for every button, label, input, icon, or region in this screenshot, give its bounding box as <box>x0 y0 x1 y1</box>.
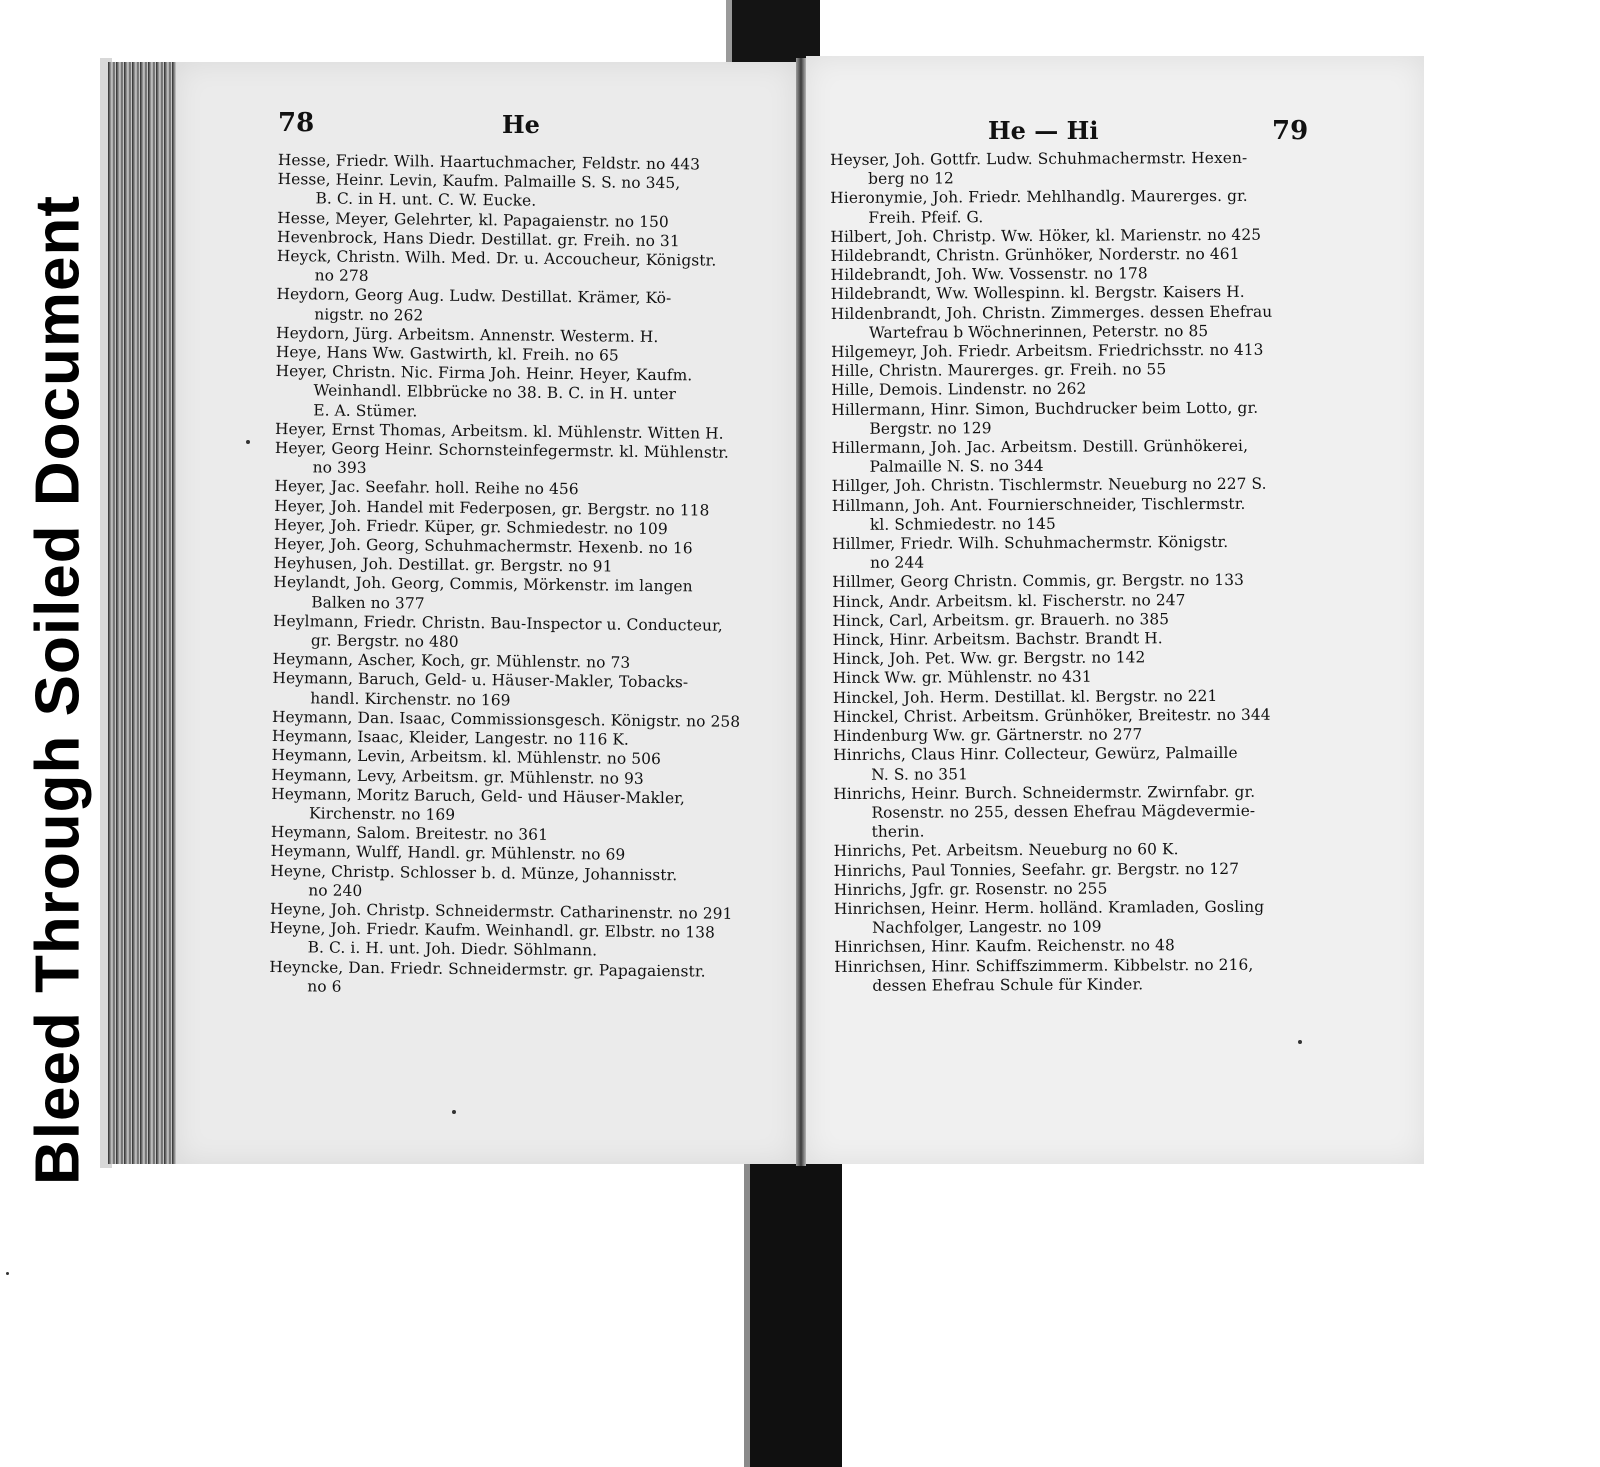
entry-continuation-line: E. A. Stümer. <box>313 401 418 421</box>
directory-entry: Hinrichs, Jgfr. gr. Rosenstr. no 255 <box>833 879 1108 899</box>
directory-entry: Heymann, Levy, Arbeitsm. gr. Mühlenstr. no 93 <box>271 765 644 788</box>
entry-continuation-line: Bergstr. no 129 <box>869 419 992 438</box>
directory-entry: Hinck, Andr. Arbeitsm. kl. Fischerstr. no 247 <box>832 590 1186 611</box>
directory-entry: Hinrichs, Heinr. Burch. Schneidermstr. Zwirnfabr. gr. <box>833 782 1256 803</box>
directory-entry: Heyncke, Dan. Friedr. Schneidermstr. gr. Papagaienstr. <box>269 957 706 981</box>
directory-entry: Heye, Hans Ww. Gastwirth, kl. Freih. no 65 <box>275 343 619 365</box>
directory-entry: Hillmer, Georg Christn. Commis, gr. Bergstr. no 133 <box>832 571 1245 592</box>
entry-continuation-line: no 393 <box>312 458 367 478</box>
entry-continuation-line: no 6 <box>307 977 342 996</box>
entry-continuation-line: no 240 <box>308 881 363 900</box>
directory-entry: Hesse, Meyer, Gelehrter, kl. Papagaienstr. no 150 <box>277 208 669 231</box>
entry-continuation-line: nigstr. no 262 <box>314 305 424 325</box>
right-page-entries <box>830 148 1346 996</box>
entry-continuation-line: Rosenstr. no 255, dessen Ehefrau Mägdevermie- <box>871 801 1256 822</box>
directory-entry: Hildenbrandt, Joh. Christn. Zimmerges. dessen Ehefrau <box>830 302 1273 323</box>
directory-entry: Hinck Ww. gr. Mühlenstr. no 431 <box>832 668 1092 688</box>
directory-entry: Heymann, Wulff, Handl. gr. Mühlenstr. no 69 <box>270 842 626 864</box>
directory-entry: Heylmann, Friedr. Christn. Bau-Inspector u. Conducteur, <box>272 611 723 635</box>
directory-entry: Heyne, Joh. Christp. Schneidermstr. Catharinenstr. no 291 <box>269 899 733 923</box>
entry-continuation-line: Weinhandl. Elbbrücke no 38. B. C. in H. unter <box>313 381 677 404</box>
binding-strip-top <box>732 0 820 62</box>
directory-entry: Heymann, Isaac, Kleider, Langestr. no 116 K. <box>271 727 630 749</box>
directory-entry: Hinrichs, Paul Tonnies, Seefahr. gr. Bergstr. no 127 <box>833 859 1240 880</box>
directory-entry: Hildebrandt, Christn. Grünhöker, Norderstr. no 461 <box>830 244 1240 266</box>
directory-entry: Hillermann, Joh. Jac. Arbeitsm. Destill. Grünhökerei, <box>831 436 1249 458</box>
entry-continuation-line: handl. Kirchenstr. no 169 <box>310 689 511 710</box>
directory-entry: Hillermann, Hinr. Simon, Buchdrucker beim Lotto, gr. <box>831 398 1259 419</box>
directory-entry: Heyer, Jac. Seefahr. holl. Reihe no 456 <box>274 477 579 499</box>
directory-entry: Heymann, Salom. Breitestr. no 361 <box>270 823 549 844</box>
speck-mark <box>1298 1040 1302 1044</box>
directory-entry: Heylandt, Joh. Georg, Commis, Mörkenstr. im langen <box>273 573 693 596</box>
directory-entry: Hillger, Joh. Christn. Tischlermstr. Neueburg no 227 S. <box>831 475 1267 496</box>
directory-entry: Heyer, Georg Heinr. Schornsteinfegermstr. kl. Mühlenstr. <box>274 439 730 462</box>
directory-entry: Heydorn, Jürg. Arbeitsm. Annenstr. Westerm. H. <box>276 323 659 346</box>
entry-continuation-line: gr. Bergstr. no 480 <box>310 631 459 651</box>
directory-entry: Hevenbrock, Hans Diedr. Destillat. gr. Freih. no 31 <box>277 227 680 251</box>
entry-continuation-line: Balken no 377 <box>311 593 425 613</box>
directory-entry: Heymann, Levin, Arbeitsm. kl. Mühlenstr. no 506 <box>271 746 662 769</box>
directory-entry: Hinckel, Joh. Herm. Destillat. kl. Bergstr. no 221 <box>832 686 1218 707</box>
directory-entry: Hilgemeyr, Joh. Friedr. Arbeitsm. Friedrichsstr. no 413 <box>831 340 1264 362</box>
directory-entry: Heyer, Joh. Handel mit Federposen, gr. Bergstr. no 118 <box>274 496 710 520</box>
directory-entry: Hille, Demois. Lindenstr. no 262 <box>831 380 1087 400</box>
directory-entry: Hinrichs, Claus Hinr. Collecteur, Gewürz, Palmaille <box>833 744 1238 765</box>
directory-entry: Heyhusen, Joh. Destillat. gr. Bergstr. no 91 <box>273 554 613 576</box>
directory-entry: Hillmann, Joh. Ant. Fournierschneider, Tischlermstr. <box>831 494 1246 515</box>
entry-continuation-line: Wartefrau b Wöchnerinnen, Peterstr. no 85 <box>868 321 1209 342</box>
binding-strip-bottom <box>750 1164 842 1467</box>
directory-entry: Heyne, Christp. Schlosser b. d. Münze, Johannisstr. <box>270 861 678 884</box>
directory-entry: Hinck, Hinr. Arbeitsm. Bachstr. Brandt H. <box>832 629 1163 650</box>
directory-entry: Heymann, Baruch, Geld- u. Häuser-Makler, Tobacks- <box>272 669 689 692</box>
directory-entry: Heyer, Christn. Nic. Firma Joh. Heinr. Heyer, Kaufm. <box>275 362 693 385</box>
directory-entry: Hinrichsen, Hinr. Schiffszimmerm. Kibbelstr. no 216, <box>834 955 1254 976</box>
page-stack-edge <box>108 62 176 1164</box>
directory-entry: Heymann, Moritz Baruch, Geld- und Häuser-Makler, <box>271 784 686 807</box>
directory-entry: Hildebrandt, Ww. Wollespinn. kl. Bergstr. Kaisers H. <box>830 283 1245 304</box>
entry-continuation-line: dessen Ehefrau Schule für Kinder. <box>872 975 1144 995</box>
directory-entry: Heyser, Joh. Gottfr. Ludw. Schuhmachermstr. Hexen- <box>830 148 1248 169</box>
entry-continuation-line: B. C. in H. unt. C. W. Eucke. <box>315 189 537 211</box>
directory-entry: Hinckel, Christ. Arbeitsm. Grünhöker, Breitestr. no 344 <box>832 705 1271 726</box>
left-page-header: He <box>502 110 540 139</box>
directory-entry: Hesse, Friedr. Wilh. Haartuchmacher, Feldstr. no 443 <box>277 151 701 174</box>
directory-entry: Heyne, Joh. Friedr. Kaufm. Weinhandl. gr. Elbstr. no 138 <box>269 919 716 942</box>
speck-mark <box>452 1110 456 1114</box>
directory-entry: Hieronymie, Joh. Friedr. Mehlhandlg. Maurerges. gr. <box>830 187 1248 208</box>
directory-entry: Hindenburg Ww. gr. Gärtnerstr. no 277 <box>833 725 1143 746</box>
directory-entry: Hillmer, Friedr. Wilh. Schuhmachermstr. Königstr. <box>832 532 1229 554</box>
directory-entry: Heyer, Joh. Friedr. Küper, gr. Schmiedestr. no 109 <box>273 515 668 538</box>
directory-entry: Hesse, Heinr. Levin, Kaufm. Palmaille S. S. no 345, <box>277 170 681 193</box>
directory-entry: Heymann, Dan. Isaac, Commissionsgesch. Königstr. no 258 <box>271 707 741 731</box>
entry-continuation-line: berg no 12 <box>868 169 954 189</box>
directory-entry: Hinrichsen, Heinr. Herm. holländ. Kramladen, Gosling <box>833 897 1265 918</box>
left-page-number: 78 <box>278 108 315 138</box>
speck-mark <box>246 440 250 444</box>
right-page-number: 79 <box>1272 116 1309 146</box>
directory-entry: Hille, Christn. Maurerges. gr. Freih. no 55 <box>831 360 1167 381</box>
entry-continuation-line: Nachfolger, Langestr. no 109 <box>872 917 1102 937</box>
directory-entry: Heymann, Ascher, Koch, gr. Mühlenstr. no 73 <box>272 650 631 672</box>
speck-mark <box>6 1272 9 1275</box>
entry-continuation-line: N. S. no 351 <box>871 764 969 784</box>
directory-entry: Hinck, Joh. Pet. Ww. gr. Bergstr. no 142 <box>832 648 1146 669</box>
entry-continuation-line: no 278 <box>314 266 369 286</box>
entry-continuation-line: Freih. Pfeif. G. <box>868 207 984 227</box>
book-gutter <box>796 58 806 1166</box>
directory-entry: Heyer, Joh. Georg, Schuhmachermstr. Hexenb. no 16 <box>273 535 693 558</box>
directory-entry: Hinrichs, Pet. Arbeitsm. Neueburg no 60 K. <box>833 840 1179 861</box>
entry-continuation-line: Kirchenstr. no 169 <box>308 804 456 824</box>
directory-entry: Heyer, Ernst Thomas, Arbeitsm. kl. Mühlenstr. Witten H. <box>274 419 724 443</box>
overlay-label-box <box>8 90 93 1186</box>
entry-continuation-line: B. C. i. H. unt. Joh. Diedr. Söhlmann. <box>307 938 598 960</box>
right-page-header: He — Hi <box>988 116 1099 145</box>
degradation-label: Bleed Through Soiled Document <box>23 194 93 1186</box>
directory-entry: Heydorn, Georg Aug. Ludw. Destillat. Krämer, Kö- <box>276 285 672 308</box>
entry-continuation-line: kl. Schmiedestr. no 145 <box>869 514 1056 534</box>
directory-entry: Hilbert, Joh. Christp. Ww. Höker, kl. Marienstr. no 425 <box>830 225 1262 246</box>
entry-continuation-line: Palmaille N. S. no 344 <box>869 457 1044 477</box>
left-page-entries <box>269 151 783 1001</box>
directory-entry: Heyck, Christn. Wilh. Med. Dr. u. Accoucheur, Königstr. <box>276 247 717 270</box>
directory-entry: Hinrichsen, Hinr. Kaufm. Reichenstr. no 48 <box>834 936 1175 957</box>
directory-entry: Hildebrandt, Joh. Ww. Vossenstr. no 178 <box>830 264 1148 285</box>
entry-continuation-line: no 244 <box>870 553 925 573</box>
entry-continuation-line: therin. <box>871 822 925 841</box>
directory-entry: Hinck, Carl, Arbeitsm. gr. Brauerh. no 385 <box>832 610 1170 630</box>
